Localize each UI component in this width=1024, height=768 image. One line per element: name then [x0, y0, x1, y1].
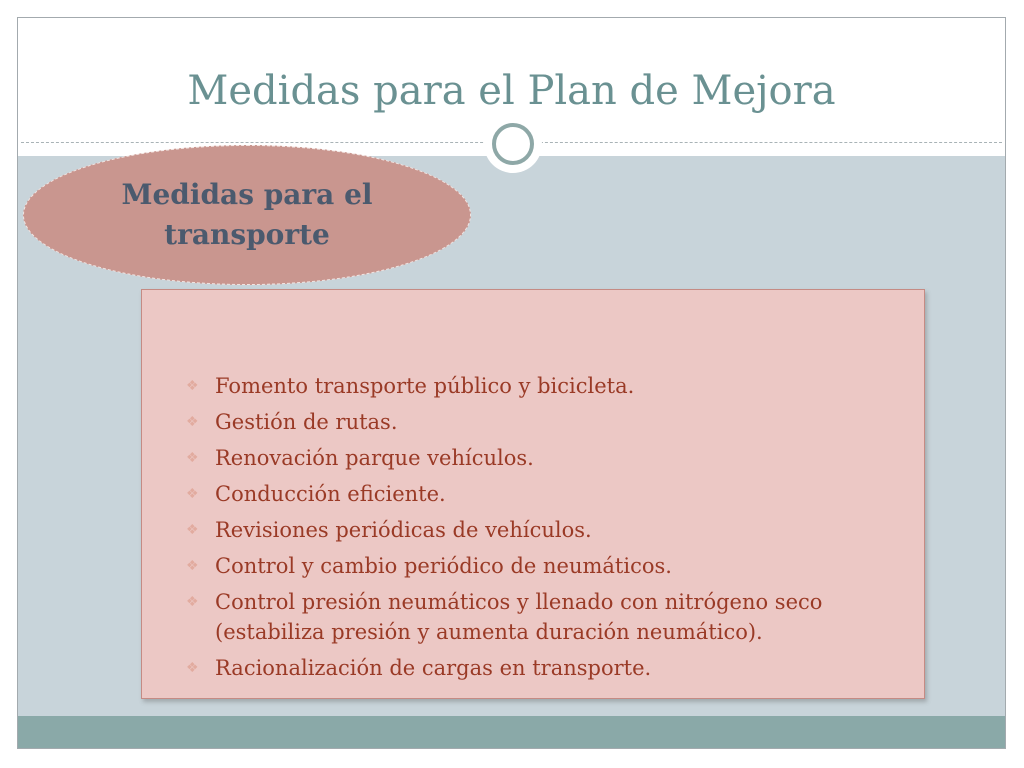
list-item-text: Gestión de rutas.	[215, 410, 398, 434]
list-item-text: Conducción eficiente.	[215, 482, 446, 506]
diamond-bullet-icon: ❖	[186, 486, 199, 502]
slide-frame	[17, 17, 1006, 749]
diamond-bullet-icon: ❖	[186, 450, 199, 466]
diamond-bullet-icon: ❖	[186, 378, 199, 394]
measures-box	[141, 289, 925, 699]
section-heading-line1: Medidas para el	[121, 178, 373, 211]
diamond-bullet-icon: ❖	[186, 660, 199, 676]
list-item	[142, 371, 924, 401]
circle-ornament-icon	[484, 115, 542, 173]
list-item	[142, 653, 924, 683]
list-item	[142, 587, 924, 647]
circle-ring	[492, 123, 534, 165]
list-item	[142, 551, 924, 581]
list-item	[142, 443, 924, 473]
list-item-text: Racionalización de cargas en transporte.	[215, 656, 652, 680]
diamond-bullet-icon: ❖	[186, 522, 199, 538]
slide-title: Medidas para el Plan de Mejora	[187, 68, 836, 114]
measures-list	[142, 371, 924, 689]
diamond-bullet-icon: ❖	[186, 558, 199, 574]
list-item-text: Revisiones periódicas de vehículos.	[215, 518, 592, 542]
list-item-text: Control presión neumáticos y llenado con nitrógeno seco (estabiliza presión y aumenta duración neumático).	[215, 590, 823, 644]
diamond-bullet-icon: ❖	[186, 594, 199, 610]
list-item	[142, 479, 924, 509]
section-heading-ellipse	[23, 145, 471, 285]
bottom-band	[18, 716, 1005, 749]
list-item	[142, 515, 924, 545]
section-heading-line2: transporte	[164, 218, 330, 251]
diamond-bullet-icon: ❖	[186, 414, 199, 430]
list-item	[142, 407, 924, 437]
list-item-text: Fomento transporte público y bicicleta.	[215, 374, 635, 398]
list-item-text: Renovación parque vehículos.	[215, 446, 534, 470]
list-item-text: Control y cambio periódico de neumáticos.	[215, 554, 672, 578]
